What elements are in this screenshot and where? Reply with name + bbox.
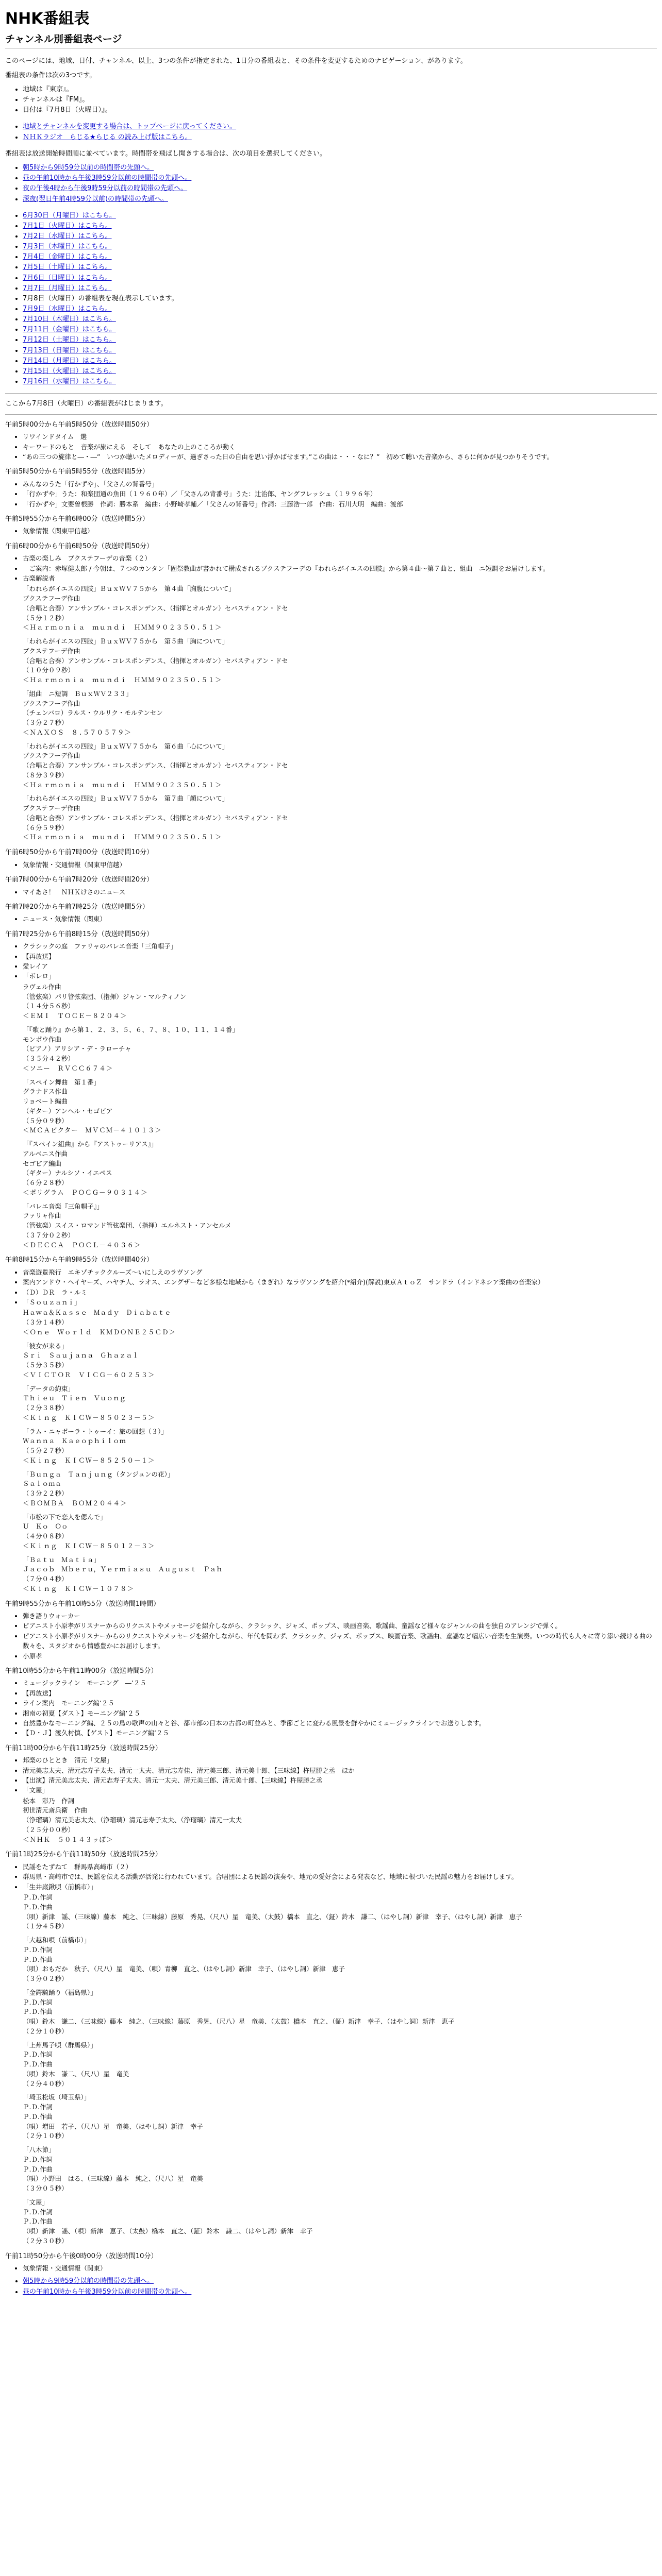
program-item: • 気象情報・交通情報（関東甲信越） bbox=[23, 860, 657, 870]
program-items bbox=[5, 1611, 657, 1661]
program-item: • 「生井巌鍬唄（前橋市）」 bbox=[23, 1882, 657, 1892]
work-title: 「上州馬子唄（群馬県）」 bbox=[23, 2041, 97, 2049]
work-title: 「大越和唄（前橋市）」 bbox=[23, 1936, 91, 1944]
program-detail bbox=[23, 742, 657, 790]
program-detail bbox=[23, 1078, 657, 1136]
program-detail bbox=[23, 1025, 657, 1074]
detail-line: Ｔｈｉｅｕ Ｔｉｅｎ Ｖｕｏｎｇ bbox=[23, 1394, 126, 1402]
catalog-number: ＜ＮＡＸＯＳ ８.５７０５７９＞ bbox=[23, 728, 132, 736]
detail-line: （唄）鈴木 謙二、（三味線）藤本 純之、（三味線）藤原 秀晃、（尺八）星 竜美、（太鼓）橋本 直之、（鉦）新津 幸子、（はやし詞）新津 恵子 bbox=[23, 2018, 455, 2026]
detail-line: ブクステフーデ作曲 bbox=[23, 804, 80, 812]
current-date-label: 7月8日（火曜日）の番組表を現在表示しています。 bbox=[23, 294, 178, 302]
program-items bbox=[5, 1267, 657, 1594]
program-detail bbox=[23, 2145, 657, 2194]
slot-time: 午前7時00分から午前7時20分（放送時間20分） bbox=[5, 876, 154, 884]
detail-line: Ｐ.Ｄ.作詞 bbox=[23, 1945, 53, 1954]
intro-links bbox=[5, 122, 657, 142]
program-items bbox=[5, 1678, 657, 1738]
conditions-list bbox=[5, 84, 657, 115]
time-jump-link[interactable]: 朝5時から9時59分以前の時間帯の先頭へ。 bbox=[23, 164, 154, 172]
date-link[interactable]: 6月30日（月曜日）はこちら。 bbox=[23, 211, 116, 219]
date-link-item bbox=[23, 304, 657, 314]
program-items bbox=[5, 860, 657, 870]
detail-line: Ｐ.Ｄ.作曲 bbox=[23, 2217, 53, 2226]
catalog-number: ＜Ｈａｒｍｏｎｉａ ｍｕｎｄｉ ＨＭＭ９０２３５０.５１＞ bbox=[23, 676, 222, 684]
program-item: • ニュース・気象情報（関東） bbox=[23, 914, 657, 924]
date-link[interactable]: 7月15日（火曜日）はこちら。 bbox=[23, 367, 116, 375]
detail-line: （５分１２秒） bbox=[23, 614, 68, 622]
detail-line: （唄）小野田 はる、（三味線）藤本 純之、（尺八）星 竜美 bbox=[23, 2175, 204, 2183]
detail-line: （２５分００秒） bbox=[23, 1825, 75, 1834]
catalog-number: ＜Ｋｉｎｇ ＫＩＣＷ－８５０１２－３＞ bbox=[23, 1541, 155, 1550]
work-title: 「バレエ音楽『三角帽子』」 bbox=[23, 1202, 104, 1210]
program-detail bbox=[23, 1555, 657, 1594]
date-link-item bbox=[23, 231, 657, 242]
detail-line: Ｕ Ｋｏ Ｏｏ bbox=[23, 1522, 68, 1531]
program-detail bbox=[23, 982, 657, 1021]
program-item: • 古楽解説者 bbox=[23, 573, 657, 583]
detail-line: Ｐ.Ｄ.作曲 bbox=[23, 1955, 53, 1963]
work-title: 「ラム・ニャボーラ・トゥーイ：旅の回想（３）」 bbox=[23, 1427, 168, 1435]
program-items bbox=[5, 941, 657, 1250]
date-link-item bbox=[23, 377, 657, 387]
program-items bbox=[5, 1755, 657, 1844]
program-items bbox=[5, 1862, 657, 2246]
detail-line: （ギター）アンヘル・セゴビア bbox=[23, 1107, 113, 1115]
detail-line: （唄）新津 謡、（唄）新津 恵子、（太鼓）橋本 直之、（鉦）鈴木 謙二、（はやし詞）新津 幸子 bbox=[23, 2227, 313, 2235]
intro-link[interactable]: ＮＨＫラジオ らじる★らじる の読み上げ版はこちら。 bbox=[23, 133, 192, 141]
program-item: • ピアニスト小原孝がリスナーからのリクエストやメッセージを紹介しながら、クラシック、ジャズ、ポップス、映画音楽、歌謡曲、童謡など様々なジャンルの曲を独自のアレンジで弾く。 bbox=[23, 1621, 657, 1631]
footer-link-item bbox=[23, 2287, 657, 2297]
work-title: 「彼女が来る」 bbox=[23, 1342, 68, 1350]
intro-text: このページには、地域、日付、チャンネル、以上、3つの条件が指定された、1日分の番組表と、その条件を変更するためのナビゲーション、があります。 bbox=[5, 57, 467, 65]
footer-links bbox=[5, 2276, 657, 2297]
slot-time: 午前11時25分から午前11時50分（放送時間25分） bbox=[5, 1851, 162, 1859]
date-link[interactable]: 7月10日（木曜日）はこちら。 bbox=[23, 315, 116, 324]
work-title: 「文屋」 bbox=[23, 2198, 49, 2206]
detail-line: （合唱と合奏）アンサンブル・コレスポンデンス、（指揮とオルガン）セバスティアン・ドセ bbox=[23, 604, 288, 612]
catalog-number: ＜Ｈａｒｍｏｎｉａ ｍｕｎｄｉ ＨＭＭ９０２３５０.５１＞ bbox=[23, 833, 222, 841]
detail-line: （３分１４秒） bbox=[23, 1318, 68, 1327]
date-link[interactable]: 7月16日（水曜日）はこちら。 bbox=[23, 378, 116, 386]
program-slot bbox=[5, 541, 657, 842]
work-title: 「われらがイエスの四肢」ＢｕｘＷＶ７５から 第６曲「心について」 bbox=[23, 742, 229, 750]
program-slot bbox=[5, 1743, 657, 1845]
catalog-number: ＜ＤＥＣＣＡ ＰＯＣＬ－４０３６＞ bbox=[23, 1241, 141, 1249]
detail-line: Ｗａｎｎａ Ｋａｅｏｐｈｉｌｏｍ bbox=[23, 1437, 126, 1445]
date-link[interactable]: 7月6日（日曜日）はこちら。 bbox=[23, 274, 112, 282]
detail-line: （７分０４秒） bbox=[23, 1575, 68, 1583]
program-item: • 群馬県・高崎市では、民謡を伝える活動が活発に行われています。合唱団による民謡の演奏や、地元の愛好会による発表など、地域に根づいた民謡の魅力をお届けします。 bbox=[23, 1872, 657, 1882]
program-slot bbox=[5, 1666, 657, 1738]
time-jump-link[interactable]: 深夜(翌日午前4時59分以前)の時間帯の先頭へ。 bbox=[23, 195, 168, 203]
page-title: NHK番組表 bbox=[5, 10, 90, 28]
program-items bbox=[5, 887, 657, 897]
program-items bbox=[5, 432, 657, 462]
date-link-item bbox=[23, 346, 657, 356]
divider bbox=[5, 414, 657, 415]
program-detail bbox=[23, 1470, 657, 1509]
detail-line: Ｐ.Ｄ.作曲 bbox=[23, 2060, 53, 2069]
detail-line: Ｐ.Ｄ.作曲 bbox=[23, 2165, 53, 2173]
program-item: • 案内アンドウ・ヘイヤーズ、ハヤチ人、ラオス、エングザーなど多様な地域から（まぎれ）なラヴソングを紹介(*紹介)(解説)東京ＡｔｏＺ サンドラ（インドネシア楽曲の音楽家） bbox=[23, 1277, 657, 1287]
program-detail bbox=[23, 1797, 657, 1845]
detail-line: Ｐ.Ｄ.作曲 bbox=[23, 2112, 53, 2121]
date-link-item bbox=[23, 262, 657, 273]
program-slot bbox=[5, 902, 657, 924]
program-item: • 【Ｄ・Ｊ】渡久村慎、【ゲスト】モーニング編’２５ bbox=[23, 1728, 657, 1738]
detail-line: （２分３８秒） bbox=[23, 1404, 68, 1412]
detail-line: （３分０２秒） bbox=[23, 1975, 68, 1983]
catalog-number: ＜ＮＨＫ ５０１４３ッぽ＞ bbox=[23, 1835, 113, 1843]
program-item: • 「Ｓｏｕｚａｎｉ」 bbox=[23, 1297, 657, 1307]
date-link[interactable]: 7月11日（金曜日）はこちら。 bbox=[23, 326, 116, 334]
program-item: • ピアニスト小原孝がリスナーからのリクエストやメッセージを紹介しながら、年代を問わず、クラシック、ジャズ、ポップス、映画音楽、歌謡曲、童謡など幅広い音楽を生演奏。いつの時代も人々に寄り添い続ける曲の数々を、スタジオから情感豊かにお届けします。 bbox=[23, 1631, 657, 1651]
program-item: • 民謡をたずねて 群馬県高崎市（２） bbox=[23, 1862, 657, 1872]
date-link[interactable]: 7月13日（日曜日）はこちら。 bbox=[23, 346, 116, 354]
program-item: • みんなのうた「行かずや」、「父さんの背番号」 bbox=[23, 479, 657, 489]
detail-line: Ｐ.Ｄ.作詞 bbox=[23, 1893, 53, 1902]
detail-line: （５分２７秒） bbox=[23, 1447, 68, 1455]
program-detail bbox=[23, 794, 657, 842]
program-item: • キーワードのもと 音楽が旅にえる そして あなたの上のこころが動く bbox=[23, 442, 657, 452]
date-link[interactable]: 7月4日（金曜日）はこちら。 bbox=[23, 253, 112, 261]
program-slot bbox=[5, 929, 657, 1250]
program-items bbox=[5, 479, 657, 509]
detail-line: （管弦楽）パリ管弦楽団、（指揮）ジャン・マルティノン bbox=[23, 992, 187, 1001]
slot-time: 午前8時15分から午前9時55分（放送時間40分） bbox=[5, 1256, 154, 1264]
work-title: 「われらがイエスの四肢」ＢｕｘＷＶ７５から 第５曲「胸について」 bbox=[23, 637, 229, 646]
detail-line: Ｐ.Ｄ.作詞 bbox=[23, 2103, 53, 2111]
date-link-item bbox=[23, 283, 657, 294]
work-title: 「八木節」 bbox=[23, 2146, 55, 2154]
divider bbox=[5, 393, 657, 394]
program-slot bbox=[5, 514, 657, 536]
date-link-item bbox=[23, 294, 657, 304]
work-title: 「Ｂｕｎｇａ Ｔａｎｊｕｎｇ（タンジュンの花）」 bbox=[23, 1470, 174, 1478]
intro-link[interactable]: 地域とチャンネルを変更する場合は、トップページに戻ってください。 bbox=[23, 123, 237, 131]
slot-time: 午前6時00分から午前6時50分（放送時間50分） bbox=[5, 542, 154, 550]
slot-time: 午前5時55分から午前6時00分（放送時間5分） bbox=[5, 515, 149, 523]
detail-line: アルベニス作曲 bbox=[23, 1149, 68, 1158]
time-jump-link[interactable]: 夜の午後4時から午後9時59分以前の時間帯の先頭へ。 bbox=[23, 184, 188, 193]
slot-time: 午前7時20分から午前7時25分（放送時間5分） bbox=[5, 903, 149, 911]
program-item: • 小原孝 bbox=[23, 1651, 657, 1661]
date-link-item bbox=[23, 242, 657, 252]
program-item: • マイあさ！ ＮＨＫけさのニュース bbox=[23, 887, 657, 897]
catalog-number: ＜Ｈａｒｍｏｎｉａ ｍｕｎｄｉ ＨＭＭ９０２３５０.５１＞ bbox=[23, 781, 222, 789]
detail-line: ブクステフーデ作曲 bbox=[23, 595, 80, 603]
detail-line: 松本 彩乃 作詞 bbox=[23, 1797, 75, 1805]
program-detail bbox=[23, 584, 657, 633]
date-link-item bbox=[23, 325, 657, 335]
program-listing bbox=[5, 420, 657, 2274]
program-item: • 古楽の楽しみ ブクステフーデの音楽（２） bbox=[23, 553, 657, 563]
work-title: 「市松の下で恋人を偲んで」 bbox=[23, 1513, 107, 1521]
detail-line: Ｈａｗａ＆Ｋａｓｓｅ Ｍａｄｙ Ｄｉａｂａｔｅ bbox=[23, 1309, 171, 1317]
date-link[interactable]: 7月3日（木曜日）はこちら。 bbox=[23, 243, 112, 251]
detail-line: （６分２８秒） bbox=[23, 1179, 68, 1187]
program-item: • 邦楽のひととき 清元「文屋」 bbox=[23, 1755, 657, 1765]
program-slot bbox=[5, 848, 657, 870]
work-title: 「金鍔騎踊り（福島県）」 bbox=[23, 1988, 97, 1996]
detail-line: ブクステフーデ作曲 bbox=[23, 699, 80, 707]
detail-line: Ｐ.Ｄ.作詞 bbox=[23, 2155, 53, 2163]
work-title: 「Ｂａｔｕ Ｍａｔｉａ」 bbox=[23, 1555, 101, 1564]
time-link-item bbox=[23, 194, 657, 205]
detail-line: ブクステフーデ作曲 bbox=[23, 752, 80, 760]
program-detail bbox=[23, 1988, 657, 2037]
program-detail bbox=[23, 1427, 657, 1466]
detail-line: Ｐ.Ｄ.作詞 bbox=[23, 2050, 53, 2059]
work-title: 「スペイン舞曲 第１番」 bbox=[23, 1078, 101, 1086]
detail-line: （唄）鈴木 謙二、（尺八）星 竜美 bbox=[23, 2070, 129, 2078]
detail-line: Ｐ.Ｄ.作詞 bbox=[23, 1998, 53, 2006]
program-detail bbox=[23, 1384, 657, 1423]
footer-link-item bbox=[23, 2276, 657, 2286]
intro-links-list bbox=[5, 122, 657, 142]
program-item: • ご案内：赤塚健太郎 / 今朝は、７つのカンタン「固祭教曲が書かれて構成されるブクステフーデの『われらがイエスの四肢』から第４曲～第７曲と、組曲 ニ短調をお届けします。 bbox=[23, 564, 657, 573]
work-title: 「データの約束」 bbox=[23, 1384, 75, 1393]
slot-time: 午前11時50分から午後0時00分（放送時間10分） bbox=[5, 2252, 158, 2260]
detail-line: （３７分０２秒） bbox=[23, 1231, 75, 1239]
date-link-item bbox=[23, 211, 657, 221]
date-link-item bbox=[23, 335, 657, 345]
program-slot bbox=[5, 420, 657, 462]
date-link-item bbox=[23, 273, 657, 283]
date-link[interactable]: 7月12日（土曜日）はこちら。 bbox=[23, 336, 116, 344]
program-item: • クラシックの庭 ファリャのバレエ音楽「三角帽子」 bbox=[23, 941, 657, 951]
time-heading: 番組表は放送開始時間順に並べています。時間帯を飛ばし聞きする場合は、次の項目を選択してください。 bbox=[5, 149, 326, 158]
slot-time: 午前7時25分から午前8時15分（放送時間50分） bbox=[5, 930, 154, 938]
program-item: • 「行かずや」うた：和楽団通の魚田（１９６０年）／「父さんの背番号」うた：辻治郎、ヤングフレッシュ（１９９６年） bbox=[23, 489, 657, 499]
program-slot bbox=[5, 875, 657, 897]
detail-line: （３５分４２秒） bbox=[23, 1055, 75, 1063]
time-link-item bbox=[23, 173, 657, 183]
date-link-item bbox=[23, 314, 657, 325]
detail-line: （１分４５秒） bbox=[23, 1922, 68, 1930]
program-item: • 気象情報・交通情報（関東） bbox=[23, 2263, 657, 2273]
catalog-number: ＜ソニー ＲＶＣＣ６７４＞ bbox=[23, 1064, 113, 1072]
time-jump-link[interactable]: 朝5時から9時59分以前の時間帯の先頭へ。 bbox=[23, 2277, 154, 2285]
detail-line: （２分１０秒） bbox=[23, 2132, 68, 2140]
program-item: • 【再放送】 bbox=[23, 1688, 657, 1698]
intro-link-item bbox=[23, 122, 657, 132]
program-slot bbox=[5, 1599, 657, 1661]
program-slot bbox=[5, 1255, 657, 1594]
slot-time: 午前5時50分から午前5時55分（放送時間5分） bbox=[5, 468, 149, 476]
program-item: • リワインドタイム 選 bbox=[23, 432, 657, 442]
page-subtitle: チャンネル別番組表ページ bbox=[5, 31, 657, 49]
detail-line: （ピアノ）アリシア・デ・ラローチャ bbox=[23, 1045, 131, 1053]
program-slot bbox=[5, 467, 657, 509]
conditions-heading: 番組表の条件は次の3つです。 bbox=[5, 71, 96, 79]
detail-line: Ｊａｃｏｂ Ｍｂｅｒｕ，Ｙｅｒｍｉａｓｕ Ａｕｇｕｓｔ Ｐａｈ bbox=[23, 1565, 223, 1573]
detail-line: （唄）おもだか 秋子、（尺八）星 竜美、（唄）青柳 直之、（はやし詞）新津 幸子、（はやし詞）新津 恵子 bbox=[23, 1965, 345, 1973]
detail-line: ラヴェル作曲 bbox=[23, 982, 61, 991]
detail-line: （３分２２秒） bbox=[23, 1489, 68, 1498]
slot-time: 午前11時00分から午前11時25分（放送時間25分） bbox=[5, 1744, 162, 1752]
time-links-list bbox=[5, 163, 657, 205]
date-links-list bbox=[5, 211, 657, 387]
detail-line: （１４分５６秒） bbox=[23, 1002, 75, 1010]
program-detail bbox=[23, 1140, 657, 1198]
program-detail bbox=[23, 637, 657, 685]
slot-time: 午前5時00分から午前5時50分（放送時間50分） bbox=[5, 420, 154, 429]
program-item: • 「行かずや」文要曽根勝 作詞：勝本系 編曲：小野崎孝輔／「父さんの背番号」作詞：三藤浩一郎 作曲：石川大明 編曲：渡部 bbox=[23, 499, 657, 509]
detail-line: Ｐ.Ｄ.作詞 bbox=[23, 2208, 53, 2216]
date-link[interactable]: 7月9日（水曜日）はこちら。 bbox=[23, 305, 112, 313]
catalog-number: ＜Ｋｉｎｇ ＫＩＣＷ－８５０２３－５＞ bbox=[23, 1413, 155, 1421]
time-jump-link[interactable]: 昼の午前10時から午後3時59分以前の時間帯の先頭へ。 bbox=[23, 2287, 192, 2296]
time-link-item bbox=[23, 183, 657, 194]
time-jump-link[interactable]: 昼の午前10時から午後3時59分以前の時間帯の先頭へ。 bbox=[23, 174, 192, 182]
catalog-number: ＜ポリグラム ＰＯＣＧ－９０３１４＞ bbox=[23, 1188, 148, 1196]
date-link-item bbox=[23, 356, 657, 366]
program-item: • 気象情報（関東甲信越） bbox=[23, 526, 657, 536]
detail-line: （合唱と合奏）アンサンブル・コレスポンデンス、（指揮とオルガン）セバスティアン・ドセ bbox=[23, 814, 288, 822]
catalog-number: ＜Ｋｉｎｇ ＫＩＣＷ－１０７８＞ bbox=[23, 1584, 135, 1592]
intro-link-item bbox=[23, 132, 657, 143]
listing-intro: ここから7月8日（火曜日）の番組表がはじまります。 bbox=[5, 400, 168, 408]
program-detail bbox=[23, 2198, 657, 2246]
detail-line: Ｓａｌｏｍａ bbox=[23, 1480, 62, 1488]
detail-line: （合唱と合奏）アンサンブル・コレスポンデンス、（指揮とオルガン）セバスティアン・ドセ bbox=[23, 656, 288, 665]
detail-line: （ギター）ナルシソ・イエペス bbox=[23, 1169, 112, 1177]
catalog-number: ＜ＥＭＩ ＴＯＣＥ－８２０４＞ bbox=[23, 1012, 127, 1020]
detail-line: （３分２７秒） bbox=[23, 719, 68, 727]
time-link-item bbox=[23, 163, 657, 173]
program-item: • “あの三つの旋律と―・―” いつか聴いたメロディーが、過ぎさった日の自由を思い浮かばせます。”この曲は・・・なに？” 初めて聴いた音楽から、さらに何かが見つかりそうです。 bbox=[23, 452, 657, 462]
catalog-number: ＜ＶＩＣＴＯＲ ＶＩＣＧ－６０２５３＞ bbox=[23, 1370, 155, 1379]
work-title: 「われらがイエスの四肢」ＢｕｘＷＶ７５から 第７曲「顔について」 bbox=[23, 794, 229, 803]
detail-line: （５分３５秒） bbox=[23, 1361, 68, 1369]
program-items bbox=[5, 2263, 657, 2273]
program-item: • ミュージックライン モーニング ―’２５ bbox=[23, 1678, 657, 1688]
program-item: • （Ｄ）ＤＲ ラ・ルミ bbox=[23, 1287, 657, 1297]
slot-time: 午前6時50分から午前7時00分（放送時間10分） bbox=[5, 849, 154, 857]
program-item: • 清元美志太夫、清元志寿子太夫、清元一太夫、清元志寿佳、清元美三郎、清元美十郎、【三味線】杵屋勝之丞 ほか bbox=[23, 1766, 657, 1775]
work-title: 「『スペイン組曲』から『アストゥーリアス』」 bbox=[23, 1140, 158, 1148]
detail-line: モンポウ作曲 bbox=[23, 1035, 62, 1043]
date-link[interactable]: 7月2日（水曜日）はこちら。 bbox=[23, 232, 112, 241]
work-title: 「『歌と踊り』から第１、２、３、５、６、７、８、１０、１１、１４番」 bbox=[23, 1025, 239, 1033]
catalog-number: ＜Ｏｎｅ Ｗｏｒｌｄ ＫＭＤＯＮＥ２５ＣＤ＞ bbox=[23, 1328, 176, 1336]
program-slot bbox=[5, 1850, 657, 2246]
slot-time: 午前9時55分から午前10時55分（放送時間1時間） bbox=[5, 1600, 160, 1608]
detail-line: （管弦楽）スイス・ロマンド管弦楽団、（指揮）エルネスト・アンセルメ bbox=[23, 1222, 231, 1230]
program-detail bbox=[23, 1936, 657, 1984]
detail-line: 初世清元斎兵衛 作曲 bbox=[23, 1806, 88, 1815]
date-link-item bbox=[23, 366, 657, 377]
detail-line: グラナドス作曲 bbox=[23, 1088, 68, 1096]
catalog-number: ＜ＢＯＭＢＡ ＢＯＭ２０４４＞ bbox=[23, 1499, 127, 1507]
program-item: • 「文屋」 bbox=[23, 1785, 657, 1795]
condition-item: • 地域は『東京』。 bbox=[23, 84, 657, 95]
detail-line: （２分４０秒） bbox=[23, 2079, 68, 2088]
program-item: • 【再放送】 bbox=[23, 952, 657, 961]
detail-line: Ｐ.Ｄ.作曲 bbox=[23, 2008, 53, 2016]
detail-line: ブクステフーデ作曲 bbox=[23, 647, 80, 655]
condition-item: • 日付は『7月8日（火曜日）』。 bbox=[23, 105, 657, 115]
detail-line: （チェンバロ）ラルス・ウルリク・モルテンセン bbox=[23, 709, 163, 717]
detail-line: （１０分０９秒） bbox=[23, 666, 75, 674]
detail-line: （唄）新津 謡、（三味線）藤本 純之、（三味線）藤原 秀晃、（尺八）星 竜美、（太鼓）橋本 直之、（鉦）鈴木 謙二、（はやし詞）新津 幸子、（はやし詞）新津 恵子 bbox=[23, 1912, 522, 1921]
program-detail bbox=[23, 2093, 657, 2141]
program-detail bbox=[23, 1202, 657, 1250]
program-detail bbox=[23, 689, 657, 738]
program-items bbox=[5, 553, 657, 842]
catalog-number: ＜ＭＣＡビクター ＭＶＣＭ－４１０１３＞ bbox=[23, 1126, 162, 1134]
program-detail bbox=[23, 1893, 657, 1931]
detail-line: （２分３０秒） bbox=[23, 2236, 68, 2245]
detail-line: （６分５９秒） bbox=[23, 823, 68, 832]
detail-line: Ｓｒｉ Ｓａｕｊａｎａ Ｇｈａｚａｌ bbox=[23, 1351, 139, 1360]
program-detail bbox=[23, 2041, 657, 2089]
work-title: 「組曲 ニ短調 ＢｕｘＷＶ２３３」 bbox=[23, 689, 133, 698]
program-detail bbox=[23, 1342, 657, 1380]
program-item: • ライン案内 モーニング編’２５ bbox=[23, 1698, 657, 1708]
detail-line: （８分３９秒） bbox=[23, 771, 68, 779]
detail-line: Ｐ.Ｄ.作曲 bbox=[23, 1903, 53, 1911]
detail-line: リョベート編曲 bbox=[23, 1097, 68, 1106]
program-detail bbox=[23, 1513, 657, 1551]
program-items bbox=[5, 526, 657, 536]
program-item: • 【出演】清元美志太夫、清元志寿子太夫、清元一太夫、清元美三郎、清元美十郎、【三味線】杵屋勝之丞 bbox=[23, 1775, 657, 1785]
detail-line: （合唱と合奏）アンサンブル・コレスポンデンス、（指揮とオルガン）セバスティアン・ドセ bbox=[23, 761, 288, 770]
detail-line: ファリャ作曲 bbox=[23, 1212, 61, 1220]
detail-line: （４分０８秒） bbox=[23, 1532, 68, 1540]
date-link-item bbox=[23, 221, 657, 231]
program-item: • 湘南の初夏【ダスト】モーニング編’２５ bbox=[23, 1708, 657, 1718]
catalog-number: ＜Ｋｉｎｇ ＫＩＣＷ－８５２５０－１＞ bbox=[23, 1456, 155, 1464]
program-item: • 自然豊かなモーニング編、２５の鳥の歌声の山々と谷、都市部の日本の古都の町並みと、季節ごとに変わる風景を鮮やかにミュージックラインでお送りします。 bbox=[23, 1718, 657, 1728]
program-items bbox=[5, 914, 657, 924]
slot-time: 午前10時55分から午前11時00分（放送時間5分） bbox=[5, 1667, 158, 1675]
program-item: • 音楽遊覧飛行 エキゾチッククルーズ～いにしえのラヴソング bbox=[23, 1267, 657, 1277]
detail-line: セゴビア編曲 bbox=[23, 1159, 62, 1167]
program-item: • 「ボレロ」 bbox=[23, 971, 657, 981]
program-slot bbox=[5, 2251, 657, 2274]
catalog-number: ＜Ｈａｒｍｏｎｉａ ｍｕｎｄｉ ＨＭＭ９０２３５０.５１＞ bbox=[23, 623, 222, 632]
date-link[interactable]: 7月1日（火曜日）はこちら。 bbox=[23, 222, 112, 230]
detail-line: （３分０５秒） bbox=[23, 2184, 68, 2193]
date-link[interactable]: 7月5日（土曜日）はこちら。 bbox=[23, 263, 112, 272]
detail-line: （浄瑠璃）清元美志太夫、（浄瑠璃）清元志寿子太夫、（浄瑠璃）清元一太夫 bbox=[23, 1816, 242, 1824]
detail-line: （５分０９秒） bbox=[23, 1116, 68, 1125]
program-detail bbox=[23, 1308, 657, 1337]
program-item: • 愛レイア bbox=[23, 961, 657, 971]
work-title: 「われらがイエスの四肢」ＢｕｘＷＶ７５から 第４曲「胸腹について」 bbox=[23, 585, 235, 593]
program-item: • 弾き語りウォーカー bbox=[23, 1611, 657, 1621]
detail-line: （２分１０秒） bbox=[23, 2027, 68, 2035]
date-link-item bbox=[23, 252, 657, 262]
work-title: 「埼玉松坂（埼玉県）」 bbox=[23, 2093, 91, 2102]
detail-line: （唄）増田 若子、（尺八）星 竜美、（はやし詞）新津 幸子 bbox=[23, 2122, 204, 2130]
date-link[interactable]: 7月14日（月曜日）はこちら。 bbox=[23, 357, 116, 365]
condition-item: • チャンネルは『FM』。 bbox=[23, 95, 657, 105]
date-link[interactable]: 7月7日（月曜日）はこちら。 bbox=[23, 284, 112, 292]
